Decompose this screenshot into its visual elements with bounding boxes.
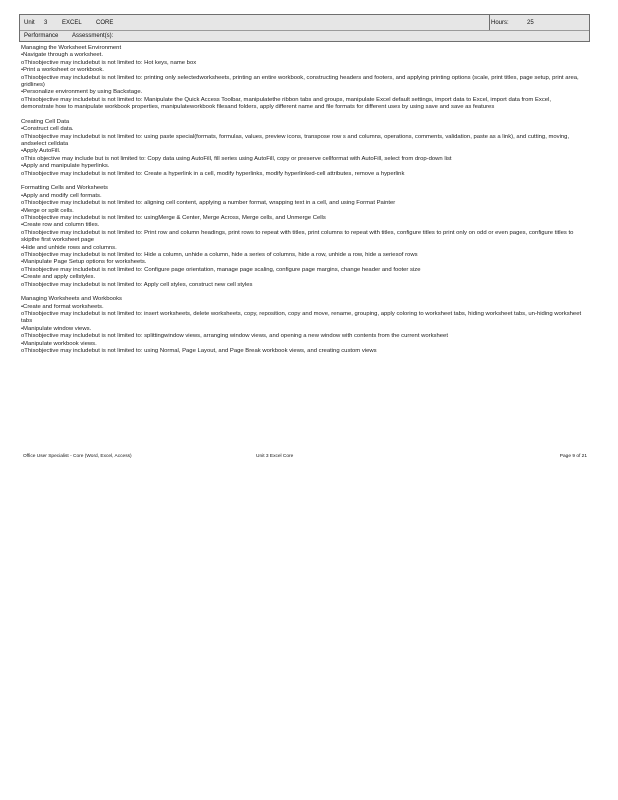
objective-item: •Apply and modify cell formats. — [21, 192, 102, 199]
objective-item: •Personalize environment by using Backstage. — [21, 89, 143, 96]
header-divider — [489, 15, 490, 30]
objective-detail: oThisobjective may includebut is not limited to: aligning cell content, applying a number format, wrapping text in a cell, and using Format Painter — [21, 200, 396, 207]
hours-label: Hours: — [491, 20, 509, 26]
section-title: Managing the Worksheet Environment — [21, 45, 122, 51]
objective-detail: oThisobjective may includebut is not limited to: Manipulate the Quick Access Toolbar, manipulatethe ribbon tabs and groups, manipulate Excel default settings, import data to Excel, import data from Excel, demonstrate how to manipulate workbook properties, manipulateworkbook filesand folders, apply different name and file formats for different uses by using save and save as features — [21, 96, 551, 111]
section-title: Creating Cell Data — [21, 118, 70, 125]
footer-page-number: Page 9 of 21 — [559, 454, 587, 459]
header-row-unit — [20, 15, 589, 31]
objective-item: •Hide and unhide rows and columns. — [21, 244, 117, 251]
objective-detail: oThisobjective may includebut is not limited to: using paste special(formats, formulas, values, preview icons, transpose row s and columns, operations, comments, validation, paste as a link), and cutting, moving, andselect celldata — [21, 133, 570, 148]
objective-item: •Manipulate workbook views. — [21, 340, 97, 347]
objective-item: •Apply AutoFill. — [21, 148, 61, 155]
objective-item: •Merge or split cells. — [21, 207, 74, 214]
objective-detail: oThis objective may include but is not limited to: Copy data using AutoFill, fill series using AutoFill, copy or preserve cellformat with AutoFill, select from drop-down list — [21, 155, 452, 162]
section — [21, 45, 583, 112]
unit-label: Unit — [24, 20, 35, 26]
section-title: Managing Worksheets and Workbooks — [21, 296, 122, 303]
objective-detail: oThisobjective may includebut is not limited to: Create a hyperlink in a cell, modify hyperlinks, modify hyperlinked-cell attributes, remove a hyperlink — [21, 170, 405, 177]
objective-item: •Create and format worksheets. — [21, 303, 104, 310]
objective-item: •Construct cell data. — [21, 126, 74, 133]
unit-number: 3 — [44, 20, 48, 26]
objective-detail: oThisobjective may includebut is not limited to: insert worksheets, delete worksheets, copy, reposition, copy and move, rename, grouping, apply coloring to worksheet tabs, hiding worksheet tabs, un-hiding worksheet tabs — [21, 310, 582, 325]
objective-detail: oThisobjective may includebut is not limited to: using Normal, Page Layout, and Page Break workbook views, and creating custom views — [21, 348, 377, 354]
section — [21, 119, 583, 178]
document-body — [21, 45, 583, 363]
section-title: Formatting Cells and Worksheets — [21, 185, 108, 192]
objective-detail: oThisobjective may includebut is not limited to: splittingwindow views, arranging window views, and opening a new window with contents from the current worksheet — [21, 333, 448, 340]
unit-header-table — [19, 14, 590, 42]
objective-detail: oThisobjective may includebut is not limited to: Print row and column headings, print rows to repeat with titles, print columns to repeat with titles, configure titles to print only on odd or even pages, configure titles to skipthe first worksheet page — [21, 229, 574, 244]
objective-item: •Create row and column titles. — [21, 222, 100, 229]
objective-item: •Manipulate Page Setup options for worksheets. — [21, 259, 147, 266]
page-footer — [23, 453, 587, 461]
objective-item: •Manipulate window views. — [21, 325, 92, 332]
footer-course: Office User Specialist - Core (Word, Excel, Access) — [23, 454, 132, 459]
objective-detail: oThisobjective may includebut is not limited to: Hot keys, name box — [21, 59, 197, 66]
course-name: EXCEL — [62, 20, 82, 26]
objective-detail: oThisobjective may includebut is not limited to: printing only selectedworksheets, printing an entire workbook, constructing headers and footers, and applying printing options (scale, print titles, page setup, print area, gridlines) — [21, 74, 579, 89]
objective-detail: oThisobjective may includebut is not limited to: Configure page orientation, manage page scaling, configure page margins, change header and footer size — [21, 266, 421, 273]
performance-label: Performance — [24, 33, 59, 39]
objective-detail: oThisobjective may includebut is not limited to: Apply cell styles, construct new cell styles — [21, 281, 253, 288]
objective-item: •Apply and manipulate hyperlinks. — [21, 163, 110, 170]
hours-value: 25 — [527, 20, 534, 26]
section — [21, 185, 583, 289]
header-row-performance — [20, 30, 589, 42]
assessments-label: Assessment(s): — [72, 33, 114, 39]
footer-unit: Unit 3 Excel Core — [256, 454, 294, 459]
objective-detail: oThisobjective may includebut is not limited to: usingMerge & Center, Merge Across, Merge cells, and Unmerge Cells — [21, 214, 326, 221]
objective-item: •Navigate through a worksheet. — [21, 52, 103, 59]
section — [21, 296, 583, 355]
objective-detail: oThisobjective may includebut is not limited to: Hide a column, unhide a column, hide a series of columns, hide a row, unhide a row, hide a seriesof rows — [21, 251, 418, 258]
objective-item: •Create and apply cellstyles. — [21, 274, 96, 281]
course-level: CORE — [96, 20, 114, 26]
objective-item: •Print a worksheet or workbook. — [21, 67, 104, 74]
